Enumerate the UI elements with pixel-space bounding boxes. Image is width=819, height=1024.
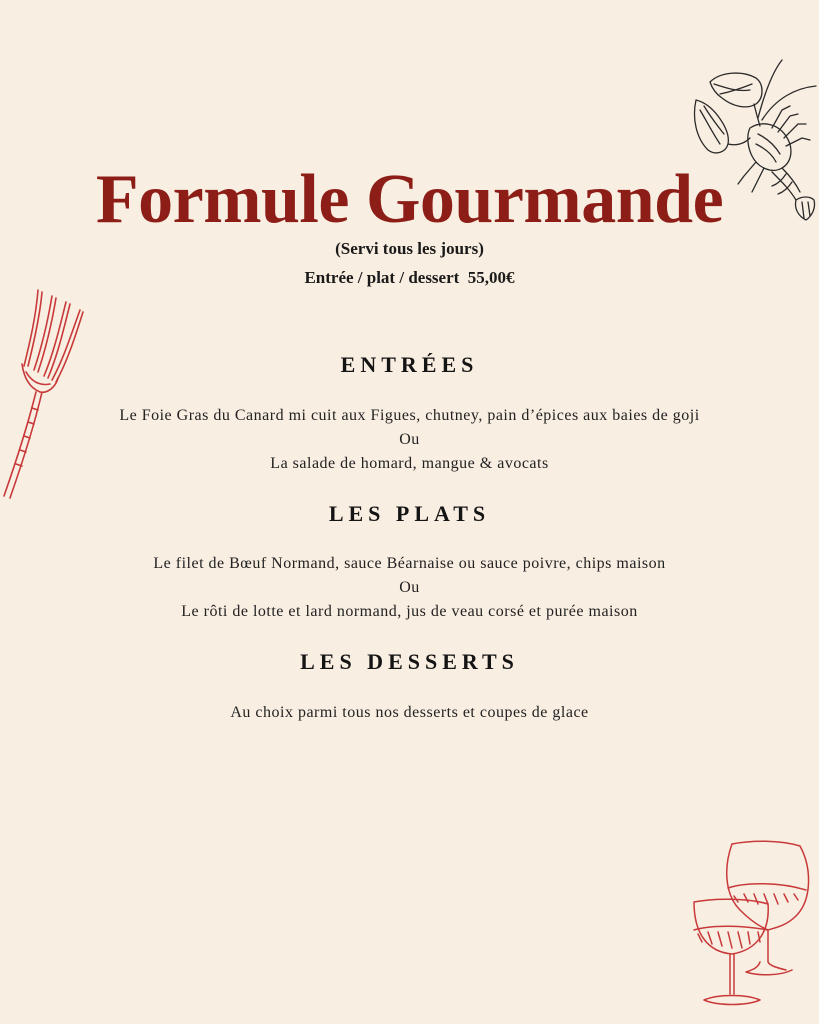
- section-heading-desserts: LES DESSERTS: [300, 649, 519, 674]
- subtitle: (Servi tous les jours): [335, 239, 484, 258]
- menu-item: La salade de homard, mangue & avocats: [270, 455, 549, 472]
- menu-item: Le Foie Gras du Canard mi cuit aux Figues, chutney, pain d’épices aux baies de goji: [119, 407, 700, 424]
- menu-item-separator: Ou: [399, 431, 420, 448]
- menu-item-separator: Ou: [399, 579, 420, 596]
- page-title: Formule Gourmande: [95, 161, 724, 238]
- menu-item: Le rôti de lotte et lard normand, jus de veau corsé et purée maison: [181, 603, 638, 620]
- menu-item: Le filet de Bœuf Normand, sauce Béarnaise ou sauce poivre, chips maison: [153, 555, 666, 572]
- menu-item: Au choix parmi tous nos desserts et coupes de glace: [230, 704, 589, 721]
- section-heading-entrees: ENTRÉES: [340, 352, 479, 377]
- price-line: Entrée / plat / dessert 55,00€: [304, 268, 515, 287]
- section-heading-plats: LES PLATS: [328, 501, 491, 526]
- wine-glasses-icon: [688, 838, 819, 1008]
